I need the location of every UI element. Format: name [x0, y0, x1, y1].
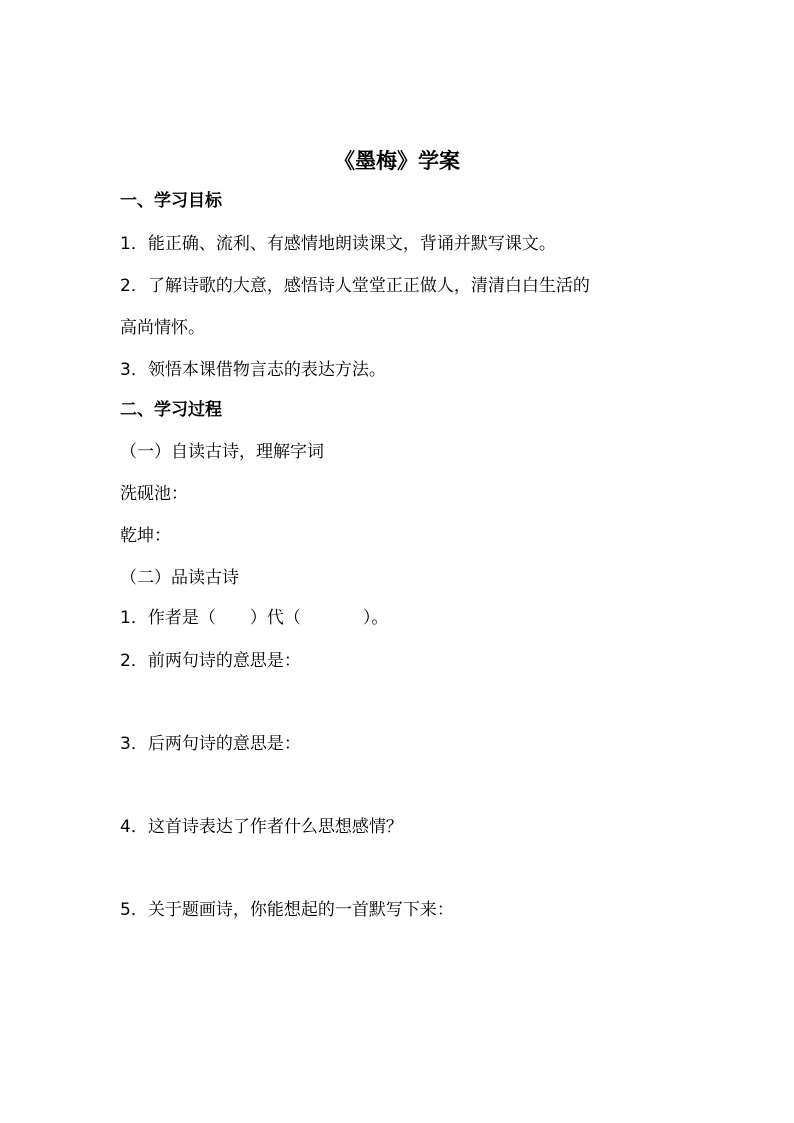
question-1-part-a: 1．作者是（ [120, 608, 216, 628]
objective-item-1: 1．能正确、流利、有感情地朗读课文，背诵并默写课文。 [120, 234, 556, 254]
question-5: 5．关于题画诗，你能想起的一首默写下来： [120, 900, 454, 920]
vocab-line-qiankun: 乾坤： [120, 526, 171, 546]
objective-item-3: 3．领悟本课借物言志的表达方法。 [120, 360, 386, 380]
question-2: 2．前两句诗的意思是： [120, 651, 301, 671]
section-heading-process: 二、学习过程 [120, 400, 222, 420]
question-4: 4．这首诗表达了作者什么思想感情？ [120, 817, 403, 837]
question-1-part-c: ）。 [362, 608, 389, 628]
question-3: 3．后两句诗的意思是： [120, 734, 301, 754]
question-1-part-b: ）代（ [249, 608, 301, 628]
objective-item-2-continued: 高尚情怀。 [120, 318, 205, 338]
question-1 [120, 607, 388, 629]
document-title: 《墨梅》学案 [334, 149, 460, 173]
subsection-heading-appreciation: （二）品读古诗 [120, 568, 239, 588]
section-heading-objectives: 一、学习目标 [120, 191, 222, 211]
subsection-heading-self-reading: （一）自读古诗，理解字词 [120, 442, 324, 462]
objective-item-2: 2．了解诗歌的大意，感悟诗人堂堂正正做人，清清白白生活的 [120, 276, 590, 296]
vocab-line-xiyanchi: 洗砚池： [120, 484, 188, 504]
